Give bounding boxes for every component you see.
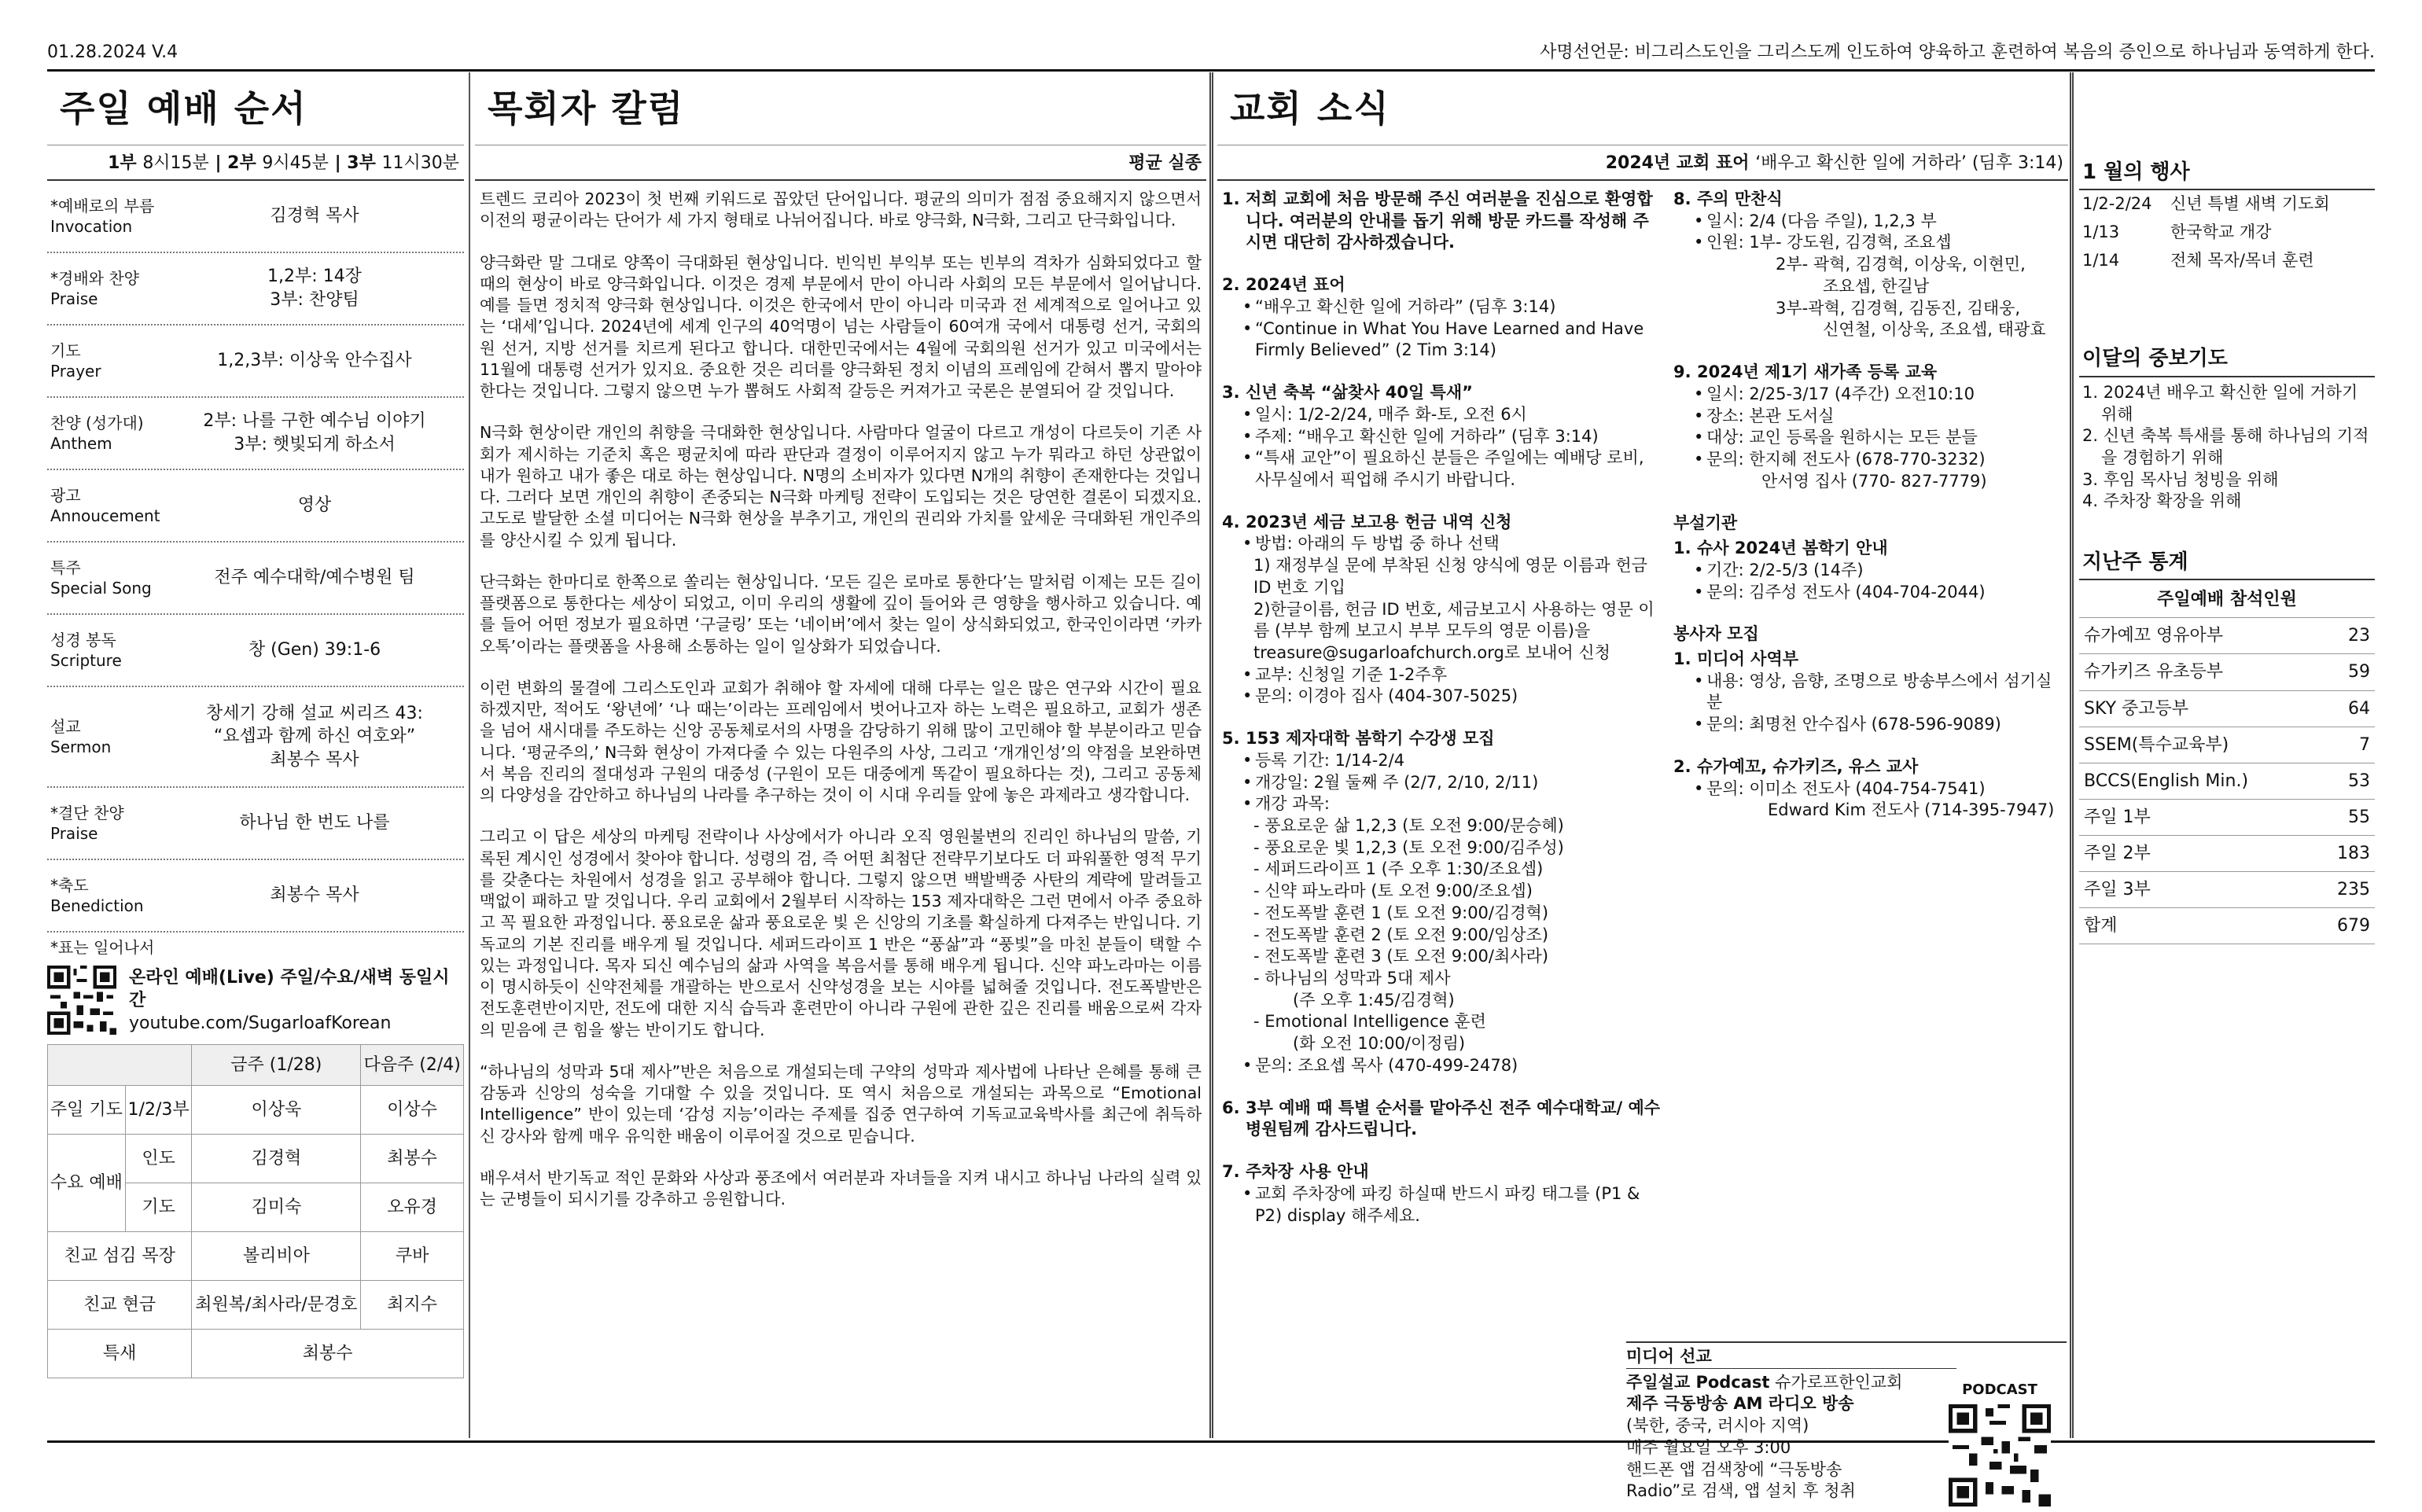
live-title: 온라인 예배(Live) 주일/수요/새벽 동일시간 <box>129 967 450 1010</box>
table-row: 특새 최봉수 <box>48 1330 464 1378</box>
events-title: 1 월의 행사 <box>2079 159 2375 190</box>
order-row-special-song: 특주 Special Song 전주 예수대학/예수병원 팀 <box>47 543 464 615</box>
paragraph: 배우셔서 반기독교 적인 문화와 사상과 풍조에서 여러분과 자녀들을 지켜 내시고 하나님 나라의 실력 있는 군병들이 되시기를 강추하고 응원합니다. <box>480 1168 1202 1209</box>
event-row: 1/14 전체 목자/목녀 훈련 <box>2082 250 2314 270</box>
paragraph: 양극화란 말 그대로 양쪽이 극대화된 현상입니다. 빈익빈 부익부 또는 빈부의 격차가 심화되었다고 할 때의 현상이 바로 양극화입니다. 이것은 경제 부문에서 만이 아니라 사회의 모든 부문에서 일어납니다. 예를 들면 정치적 양극화 현상입니다. 이것은 한국에서 만이 아니라 미국과 전 세계적으로 일어나고 있는 ‘대세’입니다. 2024년에 세계 인구의 40억명이 넘는 사람들이 60여개 국에서 대통령 선거, 국회의원 선거, 지방 선거를 치르게 된다고 합니다. 대한민국에서는 4월에 국회의원 선거가 있고 미국에서는 11월에 대통령 선거가 있지요. 중요한 것은 리더를 양극화된 정치 이념의 프레임에 갇혀서 뽑지 말아야 한다는 것입니다. 그렇지 않으면 누가 뽑혀도 사회적 갈등은 커져가고 국론은 분열되어 갈 것입니다. <box>480 252 1202 401</box>
service-times: 1부 8시15분 | 2부 9시45분 | 3부 11시30분 <box>47 145 464 181</box>
media-mission-box: 미디어 선교 주일설교 Podcast 슈가로프한인교회 제주 극동방송 AM 라디오 방송 (북한, 중국, 러시아 지역) 매주 월요일 오후 3:00 핸드폰 앱 검색창에 “극동방송 Radio”로 검색, 앱 설치 후 청취 PODCAST <box>1626 1341 2067 1503</box>
column-divider <box>1209 72 1213 1438</box>
stats-row: SKY 중고등부 64 <box>2079 690 2375 727</box>
church-news-column <box>1217 72 2068 1501</box>
order-row-benediction: *축도 Benediction 최봉수 목사 <box>47 860 464 933</box>
order-row-announcement: 광고 Annoucement 영상 <box>47 470 464 543</box>
stats-row: 주일 2부 183 <box>2079 835 2375 871</box>
stats-row: 합계 679 <box>2079 907 2375 944</box>
table-row: 기도 김미숙 오유경 <box>48 1183 464 1232</box>
mission-statement: 사명선언문: 비그리스도인을 그리스도께 인도하여 양육하고 훈련하여 복음의 증인으로 하나님과 동역하게 한다. <box>1540 42 2375 62</box>
pastor-column-body <box>475 181 1206 1210</box>
order-row-anthem: 찬양 (성가대) Anthem 2부: 나를 구한 예수님 이야기 3부: 햇빛되게 하소서 <box>47 398 464 470</box>
youtube-link[interactable]: youtube.com/SugarloafKorean <box>129 1013 392 1033</box>
event-row: 1/2-2/24 신년 특별 새벽 기도회 <box>2082 194 2330 214</box>
paragraph: 그리고 이 답은 세상의 마케팅 전략이나 사상에서가 아니라 오직 영원불변의 진리인 하나님의 말씀, 기록된 계시인 성경에서 찾아야 합니다. 성령의 검, 즉 어떤 최첨단 전략무기보다도 더 파워풀한 영적 무기를 갖춘다는 차원에서 성경을 읽고 공부해야 합니다. 그렇지 않으면 백발백중 사탄의 계략에 말려들고 맥없이 패하고 말 것입니다. 우리 교회에서 2월부터 시작하는 153 제자대학은 그런 면에서 아주 중요하고 꼭 필요한 과정입니다. 풍요로운 삶과 풍요로운 빛 은 신앙의 기초를 확실하게 다져주는 반입니다. 기독교의 기본 진리를 배우게 될 것입니다. 세퍼드라이프 1 반은 “풍삶”과 “풍빛”을 마친 분들이 택할 수 있는 과정입니다. 목자 되신 예수님의 삶과 사역을 복음서를 통해 배우게 됩니다. 신약 파노라마는 이름이 명시하듯이 신약전체를 개괄하는 반으로서 신약성경을 보는 시야를 넓혀줄 것입니다. 전도폭발반은 전도훈련반이지만, 전도에 대한 지식 습득과 훈련만이 아니라 구원에 관한 깊은 진리를 배움으로써 각자의 믿음에 큰 힘을 쌓는 반이기도 합니다. <box>480 827 1202 1039</box>
pastor-column-title: 목회자 칼럼 <box>488 87 685 130</box>
stats-row: 주일 3부 235 <box>2079 871 2375 907</box>
events-column <box>2079 72 2375 1438</box>
order-row-sermon: 설교 Sermon 창세기 강해 설교 씨리즈 43: “요셉과 함께 하신 여호와” 최봉수 목사 <box>47 687 464 788</box>
news-item-media-ministry: 1. 미디어 사역부 • 내용: 영상, 음향, 조명으로 방송부스에서 섬기실 분 • 문의: 최명천 안수집사 (678-596-9089) <box>1673 649 2059 736</box>
order-row-prayer: 기도 Prayer 1,2,3부: 이상욱 안수집사 <box>47 326 464 398</box>
standup-note: *표는 일어나서 <box>50 938 155 958</box>
news-item-new-family: 9. 2024년 제1기 새가족 등록 교육 • 일시: 2/25-3/17 (4주간) 오전10:10 • 장소: 본관 도서실 • 대상: 교인 등록을 원하시는 모든 분들 • 문의: 한지혜 전도사 (678-770-3232) 안서영 집사 (770- 827-7779) <box>1673 362 2059 492</box>
news-item-thanks: 6. 3부 예배 때 특별 순서를 맡아주신 전주 예수대학교/ 예수병원팀께 감사드립니다. <box>1222 1098 1661 1139</box>
order-row-praise: *경배와 찬양 Praise 1,2부: 14장 3부: 찬양팀 <box>47 253 464 326</box>
prayer-title: 이달의 중보기도 <box>2079 345 2375 377</box>
paragraph: “하나님의 성막과 5대 제사”반은 처음으로 개설되는데 구약의 성막과 제사법에 나타난 은혜를 통해 큰 감동과 신앙의 성숙을 기대할 수 있을 것입니다. 또 역시 처음으로 개설되는 과목으로 “Emotional Intelligence” 반이 있는데 ‘감성 지능’이라는 주제를 집중 연구하여 기독교교육박사를 최근에 취득하신 강사와 함께 매우 유익한 배움이 이루어질 것으로 믿습니다. <box>480 1061 1202 1146</box>
order-row-invocation: *예배로의 부름 Invocation 김경혁 목사 <box>47 181 464 253</box>
order-row-closing-praise: *결단 찬양 Praise 하나님 한 번도 나를 <box>47 788 464 860</box>
news-title: 교회 소식 <box>1230 87 1390 130</box>
stats-title: 지난주 통계 <box>2079 549 2375 580</box>
news-item-welcome: 1. 저희 교회에 처음 방문해 주신 여러분을 진심으로 환영합니다. 여러분의 안내를 돕기 위해 방문 카드를 작성해 주시면 대단히 감사하겠습니다. <box>1222 189 1653 252</box>
news-item-discipleship-college: 5. 153 제자대학 봄학기 수강생 모집 • 등록 기간: 1/14-2/4 • 개강일: 2월 둘째 주 (2/7, 2/10, 2/11) • 개강 과목: - 풍요로운 삶 1,2,3 (토 오전 9:00/문승혜) - 풍요로운 빛 1,2,3 (토 오전 9:00/김주성) - 세퍼드라이프 1 (주 오후 1:30/조요셉) - 신약 파노라마 (토 오전 9:00/조요셉) - 전도폭발 훈련 1 (토 오전 9:00/김경혁) - 전도폭발 훈련 2 (토 오전 9:00/임상조) - 전도폭발 훈련 3 (토 오전 9:00/최사라) - 하나님의 성막과 5대 제사 (주 오후 1:45/김경혁) - Emotional Intelligence 훈련 (화 오전 10:00/이정림) • 문의: 조요셉 목사 (470-499-2478) <box>1222 728 1662 1077</box>
news-item-dawn-prayer: 3. 신년 축복 “삶찾사 40일 특새” • 일시: 1/2-2/24, 매주 화-토, 오전 6시 • 주제: “배우고 확신한 일에 거하라” (딤후 3:14) • “특새 교안”이 필요하신 분들은 주일에는 예배당 로비, 사무실에서 픽업해 주시기 바랍니다. <box>1222 382 1662 491</box>
paragraph: N극화 현상이란 개인의 취향을 극대화한 현상입니다. 사람마다 얼굴이 다르고 개성이 다르듯이 기존 사회가 제시하는 기준치 혹은 평균치에 따라 판단과 결정이 이루어지지 않고 누가 뭐라고 하던 상관없이 내가 원하고 내가 좋은 대로 하는 현상입니다. N명의 소비자가 있다면 N개의 취향이 존재한다는 것입니다. 그러다 보면 개인의 취향이 존중되는 N극화 마케팅 전략이 도입되는 것은 당연한 결론이 되겠지요. 고도로 발달한 소셜 미디어는 N극화 현상을 부추기고, 개인의 권리와 가치를 앞세운 극대화된 개인주의를 양산시킬 수 있게 됩니다. <box>480 423 1202 550</box>
stats-row: SSEM(특수교육부) 7 <box>2079 727 2375 763</box>
this-week-header: 금주 (1/28) <box>192 1045 361 1086</box>
news-item-communion: 8. 주의 만찬식 • 일시: 2/4 (다음 주일), 1,2,3 부 • 인원: 1부- 강도원, 김경혁, 조요셉 2부- 곽혁, 김경혁, 이상욱, 이현민, 조요셉, 한길남 3부-곽혁, 김경혁, 김동진, 김태웅, 신연철, 이상욱, 조요셉, 태광효 <box>1673 189 2059 341</box>
top-rule <box>47 69 2375 72</box>
top-bar <box>47 41 2375 69</box>
table-row: 친교 섬김 목장 볼리비아 쿠바 <box>48 1232 464 1281</box>
stats-table <box>2079 617 2375 944</box>
stats-header: 주일예배 참석인원 <box>2157 590 2297 610</box>
podcast-qr[interactable]: PODCAST <box>1949 1381 2051 1506</box>
church-motto: 2024년 교회 표어 ‘배우고 확신한 일에 거하라’ (딤후 3:14) <box>1217 145 2068 181</box>
news-item-parking: 7. 주차장 사용 안내 • 교회 주차장에 파킹 하실때 반드시 파킹 태그를 (P1 & P2) display 해주세요. <box>1222 1161 1662 1227</box>
affiliate-title: 부설기관 <box>1673 513 1738 533</box>
live-stream-info <box>47 966 464 1035</box>
stats-row: 슈가키즈 유초등부 59 <box>2079 653 2375 690</box>
stats-row: BCCS(English Min.) 53 <box>2079 763 2375 799</box>
order-row-scripture: 성경 봉독 Scripture 창 (Gen) 39:1-6 <box>47 615 464 687</box>
news-item-motto: 2. 2024년 표어 • “배우고 확신한 일에 거하라” (딤후 3:14) • “Continue in What You Have Learned and Have Firmly Believed” (2 Tim 3:14) <box>1222 274 1662 362</box>
pastor-column-subtitle: 평균 실종 <box>475 145 1206 181</box>
version-label: 01.28.2024 V.4 <box>47 42 179 62</box>
paragraph: 트렌드 코리아 2023이 첫 번째 키워드로 꼽았던 단어입니다. 평균의 의미가 점점 중요해지지 않으면서 이전의 평균이라는 단어가 세 가지 형태로 나뉘어집니다. 바로 양극화, N극화, 그리고 단극화입니다. <box>480 189 1202 230</box>
stats-row: 슈가예꼬 영유아부 23 <box>2079 617 2375 653</box>
news-item-teachers: 2. 슈가예꼬, 슈가키즈, 유스 교사 • 문의: 이미소 전도사 (404-754-7541) Edward Kim 전도사 (714-395-7947) <box>1673 756 2059 822</box>
news-item-korean-school: 1. 슈사 2024년 봄학기 안내 • 기간: 2/2-5/3 (14주) • 문의: 김주성 전도사 (404-704-2044) <box>1673 538 2059 603</box>
next-week-header: 다음주 (2/4) <box>361 1045 464 1086</box>
event-row: 1/13 한국학교 개강 <box>2082 223 2272 242</box>
volunteer-title: 봉사자 모집 <box>1673 624 1759 644</box>
table-row: 수요 예배 인도 김경혁 최봉수 <box>48 1135 464 1183</box>
qr-code-icon[interactable] <box>47 966 116 1035</box>
paragraph: 이런 변화의 물결에 그리스도인과 교회가 취해야 할 자세에 대해 다루는 일은 많은 연구와 시간이 필요하겠지만, 적어도 ‘왕년에’ ‘나 때는’이라는 프레임에서 벗어나고자 하는 노력은 필요하고, 교회가 생존을 넘어 새시대를 주도하는 신앙 공동체로서의 사명을 감당하기 위해 많이 고민해야 할 부분이라고 믿습니다. ‘평균주의,’ N극화 현상이 가져다줄 수 있는 다원주의 사상, 그리고 ‘개개인성’의 약점을 보완하면서 복음 진리의 절대성과 구원의 대중성 (구원이 모든 대중에게 똑같이 필요하다는 것), 그리고 공동체의 다양성을 감안하고 하나님의 나라를 추구하는 것이 이 시대 우리들 앞에 놓은 과제라고 생각합니다. <box>480 678 1202 805</box>
prayer-list: 1. 2024년 배우고 확신한 일에 거하기 위해 2. 신년 축복 특새를 통해 하나님의 기적을 경험하기 위해 3. 후임 목사님 청빙을 위해 4. 주차장 확장을 위해 <box>2082 382 2369 511</box>
worship-title: 주일 예배 순서 <box>60 87 307 130</box>
duty-table <box>47 1044 464 1378</box>
worship-order-column <box>47 72 464 1438</box>
column-divider <box>2070 72 2074 1438</box>
pastor-column <box>475 72 1206 1438</box>
paragraph: 단극화는 한마디로 한쪽으로 쏠리는 현상입니다. ‘모든 길은 로마로 통한다’는 말처럼 이제는 모든 길이 플랫폼으로 통한다는 세상이 되었고, 이미 우리의 생활에 깊이 들어와 큰 영향을 행사하고 있습니다. 예를 들어 어떤 정보가 필요하면 ‘구글링’ 또는 ‘네이버’에서 찾는 일이 상식화되었고, 한국인이라면 ‘카카오톡’이라는 플랫폼을 사용해 소통하는 일이 일상화가 되었습니다. <box>480 572 1202 656</box>
stats-row: 주일 1부 55 <box>2079 799 2375 835</box>
news-item-tax-report: 4. 2023년 세금 보고용 헌금 내역 신청 • 방법: 아래의 두 방법 중 하나 선택 1) 재정부실 문에 부착된 신청 양식에 영문 이름과 헌금 ID 번호 기입 2)한글이름, 헌금 ID 번호, 세금보고시 사용하는 영문 이름 (부부 함께 보고시 부부 모두의 영문 이름)을 treasure@sugarloafchurch.org로 보내어 신청 • 교부: 신청일 기준 1-2주후 • 문의: 이경아 집사 (404-307-5025) <box>1222 512 1662 708</box>
qr-code-icon[interactable] <box>1949 1404 2051 1506</box>
column-divider <box>469 72 470 1438</box>
table-row: 주일 기도 1/2/3부 이상욱 이상수 <box>48 1086 464 1135</box>
table-row: 친교 현금 최원복/최사라/문경호 최지수 <box>48 1281 464 1330</box>
